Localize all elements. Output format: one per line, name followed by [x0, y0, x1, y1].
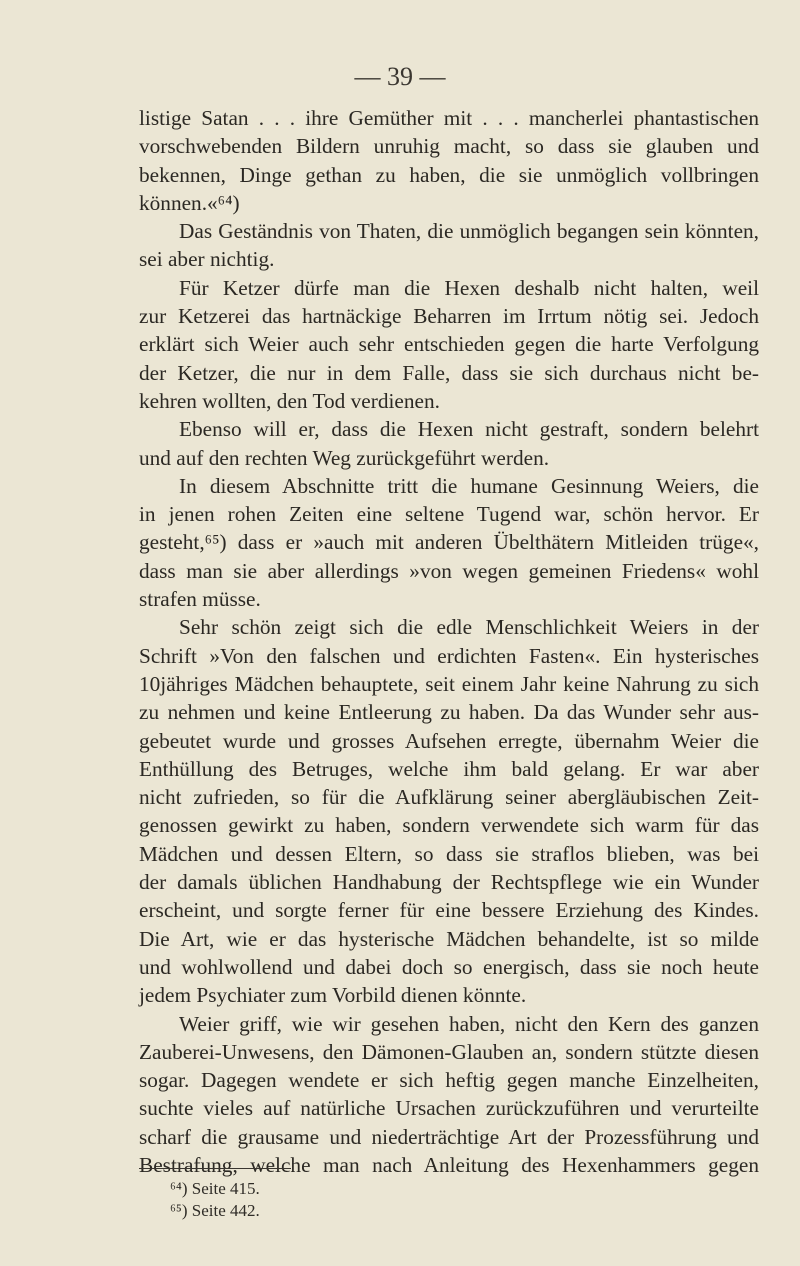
text-line: genossen gewirkt zu haben, sondern verwendete sich warm für das: [139, 813, 759, 838]
text-line: bekennen, Dinge gethan zu haben, die sie unmöglich vollbringen: [139, 162, 759, 187]
text-line: zur Ketzerei das hartnäckige Beharren im Irrtum nötig sei. Jedoch: [139, 304, 759, 329]
text-line: sogar. Dagegen wendete er sich heftig gegen manche Einzelheiten,: [139, 1068, 759, 1093]
text-line: Die Art, wie er das hysterische Mädchen behandelte, ist so milde: [139, 926, 759, 951]
text-line: gesteht,⁶⁵) dass er »auch mit anderen Übelthätern Mitleiden trüge«,: [139, 530, 759, 555]
text-line: Enthüllung des Betruges, welche ihm bald gelang. Er war aber: [139, 756, 759, 781]
footnote-divider: [139, 1168, 291, 1169]
footnote: ⁶⁵) Seite 442.: [170, 1201, 260, 1220]
text-line: gebeutet wurde und grosses Aufsehen erregte, übernahm Weier die: [139, 728, 759, 753]
text-line: Weier griff, wie wir gesehen haben, nicht den Kern des ganzen: [179, 1011, 759, 1036]
text-line: listige Satan . . . ihre Gemüther mit . . . mancherlei phantastischen: [139, 106, 759, 130]
text-line: und auf den rechten Weg zurückgeführt werden.: [139, 445, 550, 470]
text-line: jedem Psychiater zum Vorbild dienen könnte.: [139, 983, 527, 1008]
text-line: der Ketzer, die nur in dem Falle, dass sie sich durchaus nicht be-: [139, 360, 759, 385]
text-line: strafen müsse.: [139, 587, 261, 612]
text-line: Das Geständnis von Thaten, die unmöglich begangen sein könnten,: [179, 219, 759, 244]
text-line: nicht zufrieden, so für die Aufklärung seiner abergläubischen Zeit-: [139, 785, 759, 810]
text-line: sei aber nichtig.: [139, 247, 275, 272]
text-line: Sehr schön zeigt sich die edle Menschlichkeit Weiers in der: [179, 615, 759, 640]
text-line: suchte vieles auf natürliche Ursachen zurückzuführen und verurteilte: [139, 1096, 759, 1121]
text-line: in jenen rohen Zeiten eine seltene Tugend war, schön hervor. Er: [139, 502, 759, 527]
body-text: [139, 104, 759, 1179]
text-line: In diesem Abschnitte tritt die humane Gesinnung Weiers, die: [179, 473, 759, 498]
text-line: und wohlwollend und dabei doch so energisch, dass sie noch heute: [139, 954, 759, 979]
text-line: 10jähriges Mädchen behauptete, seit einem Jahr keine Nahrung zu sich: [139, 671, 759, 696]
text-line: erklärt sich Weier auch sehr entschieden gegen die harte Verfolgung: [139, 332, 759, 357]
text-line: der damals üblichen Handhabung der Rechtspflege wie ein Wunder: [139, 870, 759, 895]
text-line: Bestrafung, welche man nach Anleitung des Hexenhammers gegen: [139, 1152, 759, 1177]
text-line: Ebenso will er, dass die Hexen nicht gestraft, sondern belehrt: [179, 417, 759, 442]
footnote: ⁶⁴) Seite 415.: [170, 1179, 260, 1198]
text-line: erscheint, und sorgte ferner für eine bessere Erziehung des Kindes.: [139, 898, 759, 923]
text-line: kehren wollten, den Tod verdienen.: [139, 388, 440, 413]
text-line: scharf die grausame und niederträchtige Art der Prozessführung und: [139, 1124, 759, 1149]
text-line: Schrift »Von den falschen und erdichten Fasten«. Ein hysterisches: [139, 643, 759, 668]
text-line: Für Ketzer dürfe man die Hexen deshalb nicht halten, weil: [179, 275, 759, 300]
page-number: — 39 —: [354, 62, 446, 91]
text-line: können.«⁶⁴): [139, 190, 240, 215]
text-line: Zauberei-Unwesens, den Dämonen-Glauben an, sondern stützte diesen: [139, 1039, 759, 1064]
text-line: Mädchen und dessen Eltern, so dass sie straflos blieben, was bei: [139, 841, 759, 866]
text-line: vorschwebenden Bildern unruhig macht, so dass sie glauben und: [139, 134, 759, 159]
text-line: dass man sie aber allerdings »von wegen gemeinen Friedens« wohl: [139, 558, 759, 583]
text-line: zu nehmen und keine Entleerung zu haben. Da das Wunder sehr aus-: [139, 700, 759, 725]
footnotes: [170, 1178, 260, 1222]
